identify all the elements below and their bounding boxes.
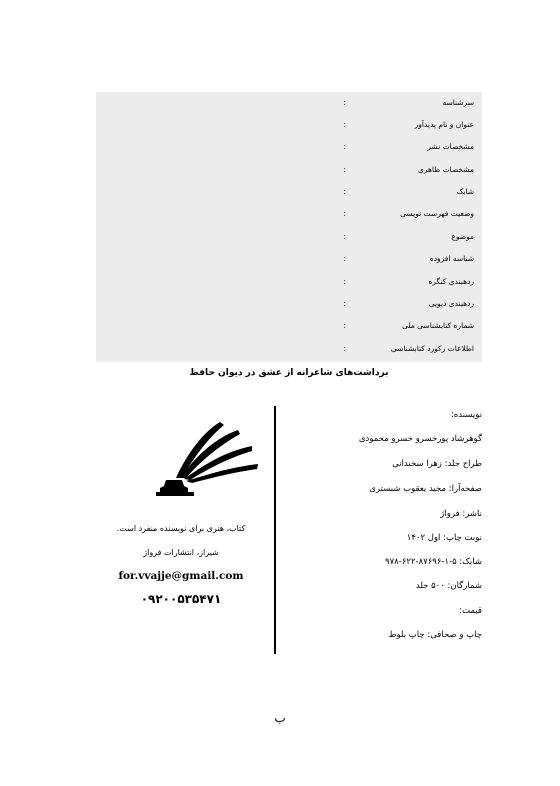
isbn: شابک: ۵-۱-۸۷۶۹۶-۶۲۲-۹۷۸ bbox=[385, 557, 482, 567]
printing: چاپ و صحافی: چاپ بلوط bbox=[388, 630, 482, 640]
cip-colon: : bbox=[343, 98, 346, 107]
cip-colon: : bbox=[343, 321, 346, 330]
cip-row bbox=[104, 114, 474, 136]
cip-label: وضعیت فهرست نویسی bbox=[400, 209, 474, 218]
cip-row bbox=[104, 271, 474, 293]
cip-label: سرشناسه bbox=[442, 98, 474, 107]
quill-inkpot-icon bbox=[152, 416, 262, 496]
cip-label: شناسه افزوده bbox=[429, 254, 474, 263]
cip-label: شماره کتابشناسی ملی bbox=[402, 321, 474, 330]
cip-colon: : bbox=[343, 277, 346, 286]
cip-colon: : bbox=[343, 165, 346, 174]
author-name: گوهرشاد پورخسرو خسرو محمودی bbox=[358, 434, 482, 444]
cip-row bbox=[104, 159, 474, 181]
cip-label: مشخصات نشر bbox=[427, 142, 474, 151]
cip-colon: : bbox=[343, 187, 346, 196]
print-run: شمارگان: ۵۰۰ جلد bbox=[415, 581, 482, 591]
publisher-phone: ۰۹۲۰۰۵۳۵۴۷۱ bbox=[140, 592, 222, 606]
cip-colon: : bbox=[343, 142, 346, 151]
cip-colon: : bbox=[343, 254, 346, 263]
cip-row bbox=[104, 293, 474, 315]
cip-colon: : bbox=[343, 299, 346, 308]
cip-colon: : bbox=[343, 209, 346, 218]
author-label: نویسنده: bbox=[450, 410, 482, 420]
cip-box bbox=[96, 92, 482, 362]
cip-row bbox=[104, 338, 474, 360]
cip-label: موضوع bbox=[451, 232, 474, 241]
cip-label: ردهبندی دیویی bbox=[428, 299, 474, 308]
cover-designer: طراح جلد: زهرا سخندانی bbox=[392, 459, 482, 469]
cip-label: عنوان و نام پدیدآور bbox=[414, 120, 474, 129]
cip-label: اطلاعات رکورد کتابشناسی bbox=[390, 344, 474, 353]
cip-row bbox=[104, 92, 474, 114]
book-title: برداشت‌های شاعرانه از عشق در دیوان حافظ bbox=[189, 368, 389, 378]
cip-row bbox=[104, 226, 474, 248]
publisher-email: for.vvajje@gmail.com bbox=[118, 570, 244, 582]
cip-row bbox=[104, 136, 474, 158]
cip-label: ردهبندی کنگره bbox=[428, 277, 474, 286]
publisher-motto: کتاب، هنری برای نویسنده منفرد است. bbox=[116, 524, 246, 533]
cip-row bbox=[104, 181, 474, 203]
cip-colon: : bbox=[343, 232, 346, 241]
publisher: ناشر: فرواژ bbox=[440, 509, 482, 519]
cip-row bbox=[104, 315, 474, 337]
page-number: ب bbox=[274, 711, 286, 725]
cip-row bbox=[104, 203, 474, 225]
publisher-city: شیراز، انتشارات فرواژ bbox=[143, 548, 219, 557]
cip-label: شابک bbox=[456, 187, 474, 196]
cip-colon: : bbox=[343, 120, 346, 129]
edition: نوبت چاپ: اول ۱۴۰۲ bbox=[406, 533, 482, 543]
layout-designer: صفحه‌آرا: مجید یعقوب شبستری bbox=[369, 484, 482, 494]
cip-label: مشخصات ظاهری bbox=[417, 165, 474, 174]
price: قیمت: bbox=[459, 606, 482, 616]
cip-row bbox=[104, 248, 474, 270]
cip-colon: : bbox=[343, 344, 346, 353]
divider bbox=[274, 406, 276, 654]
